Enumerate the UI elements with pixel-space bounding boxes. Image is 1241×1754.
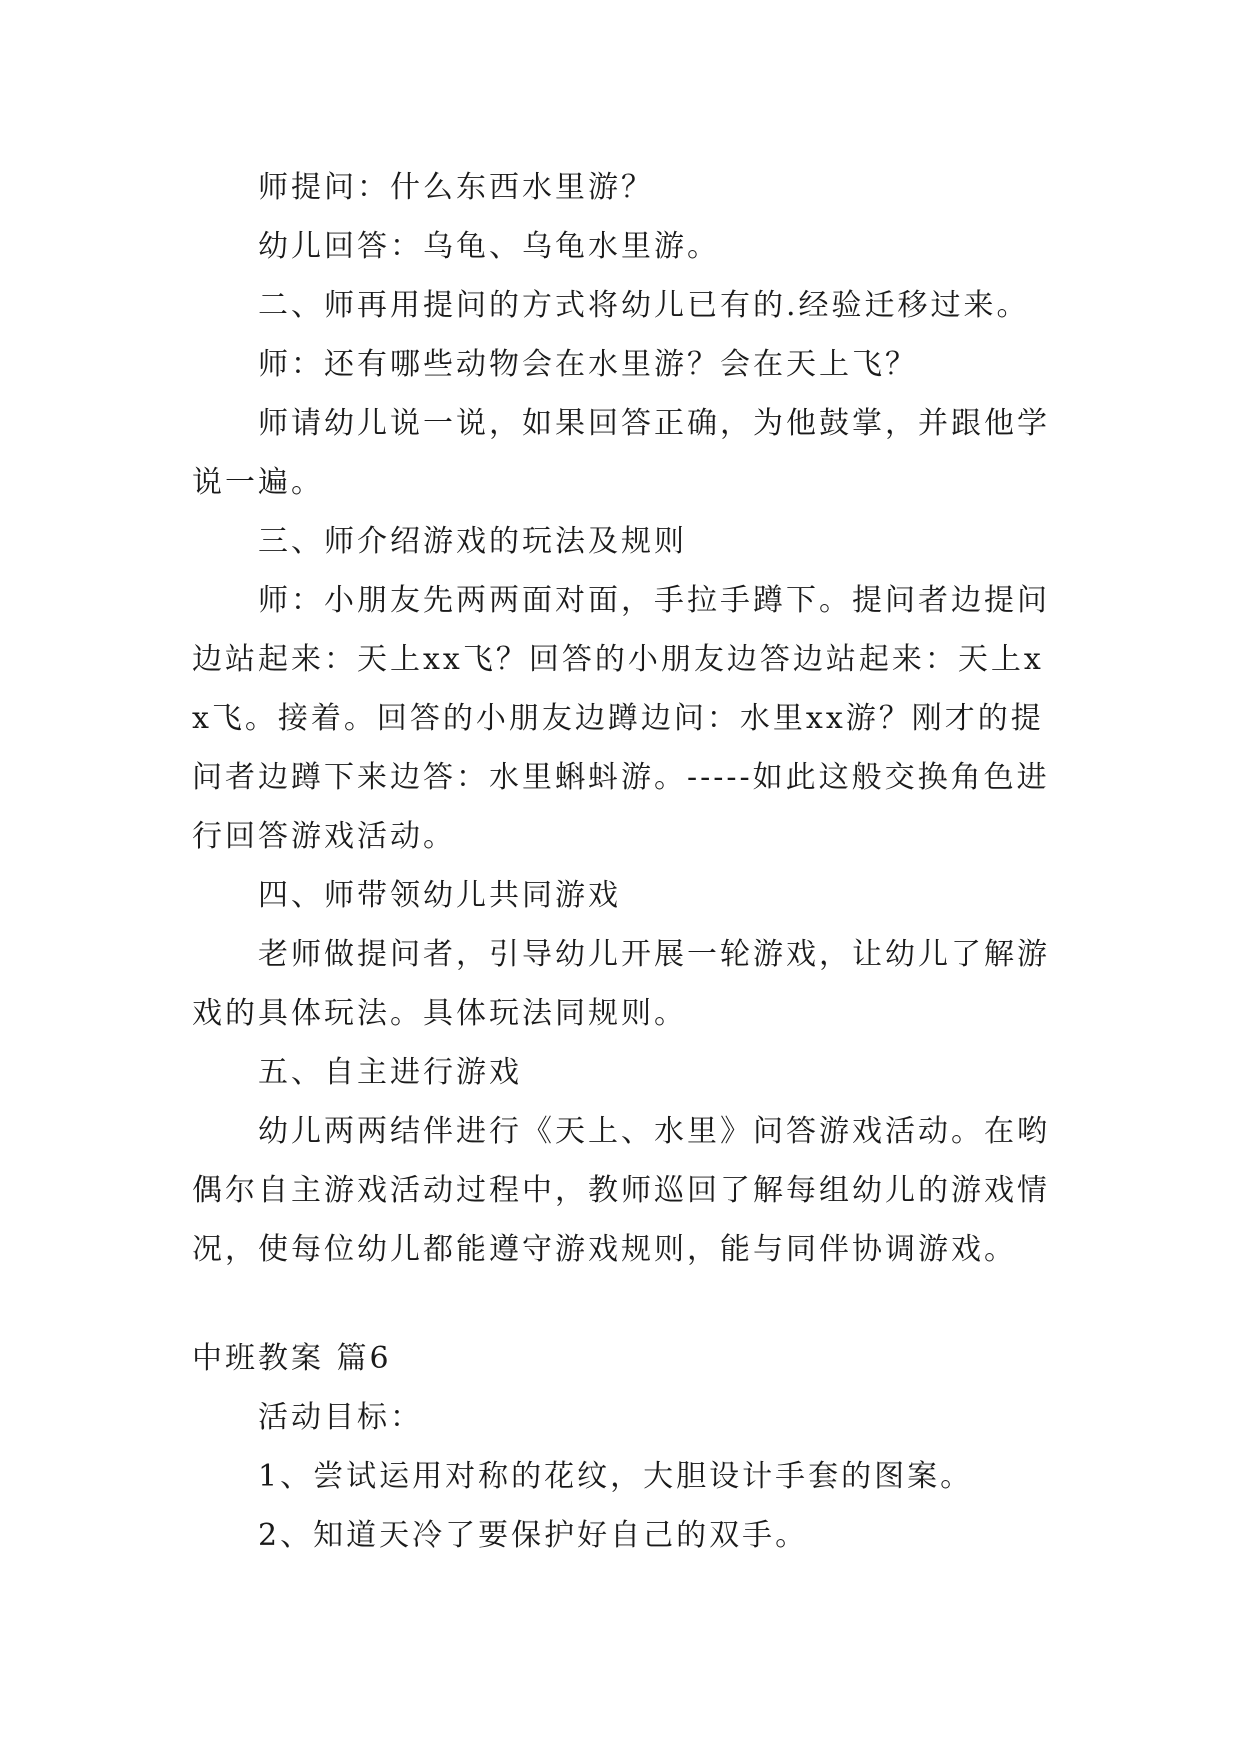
paragraph: 师提问：什么东西水里游？ — [258, 170, 654, 205]
paragraph: 师：还有哪些动物会在水里游？会在天上飞？ — [258, 347, 918, 382]
document-body — [192, 158, 1052, 1565]
paragraph: 四、师带领幼儿共同游戏 — [258, 878, 621, 913]
paragraph: 2、知道天冷了要保护好自己的双手。 — [258, 1518, 809, 1553]
paragraph: 二、师再用提问的方式将幼儿已有的.经验迁移过来。 — [258, 288, 1030, 323]
paragraph: 幼儿两两结伴进行《天上、水里》问答游戏活动。在哟偶尔自主游戏活动过程中，教师巡回了解每组幼儿的游戏情况，使每位幼儿都能遵守游戏规则，能与同伴协调游戏。 — [192, 1114, 1050, 1267]
section-heading: 中班教案 篇6 — [192, 1341, 392, 1376]
paragraph: 五、自主进行游戏 — [258, 1055, 522, 1090]
paragraph: 活动目标： — [258, 1400, 423, 1435]
paragraph: 三、师介绍游戏的玩法及规则 — [258, 524, 687, 559]
paragraph: 师：小朋友先两两面对面，手拉手蹲下。提问者边提问边站起来：天上xx飞？回答的小朋友边答边站起来：天上xx飞。接着。回答的小朋友边蹲边问：水里xx游？刚才的提问者边蹲下来边答：水里蝌蚪游。-----如此这般交换角色进行回答游戏活动。 — [192, 583, 1050, 854]
paragraph: 老师做提问者，引导幼儿开展一轮游戏，让幼儿了解游戏的具体玩法。具体玩法同规则。 — [192, 937, 1050, 1031]
paragraph: 幼儿回答：乌龟、乌龟水里游。 — [258, 229, 720, 264]
paragraph: 1、尝试运用对称的花纹，大胆设计手套的图案。 — [258, 1459, 974, 1494]
paragraph: 师请幼儿说一说，如果回答正确，为他鼓掌，并跟他学说一遍。 — [192, 406, 1050, 500]
